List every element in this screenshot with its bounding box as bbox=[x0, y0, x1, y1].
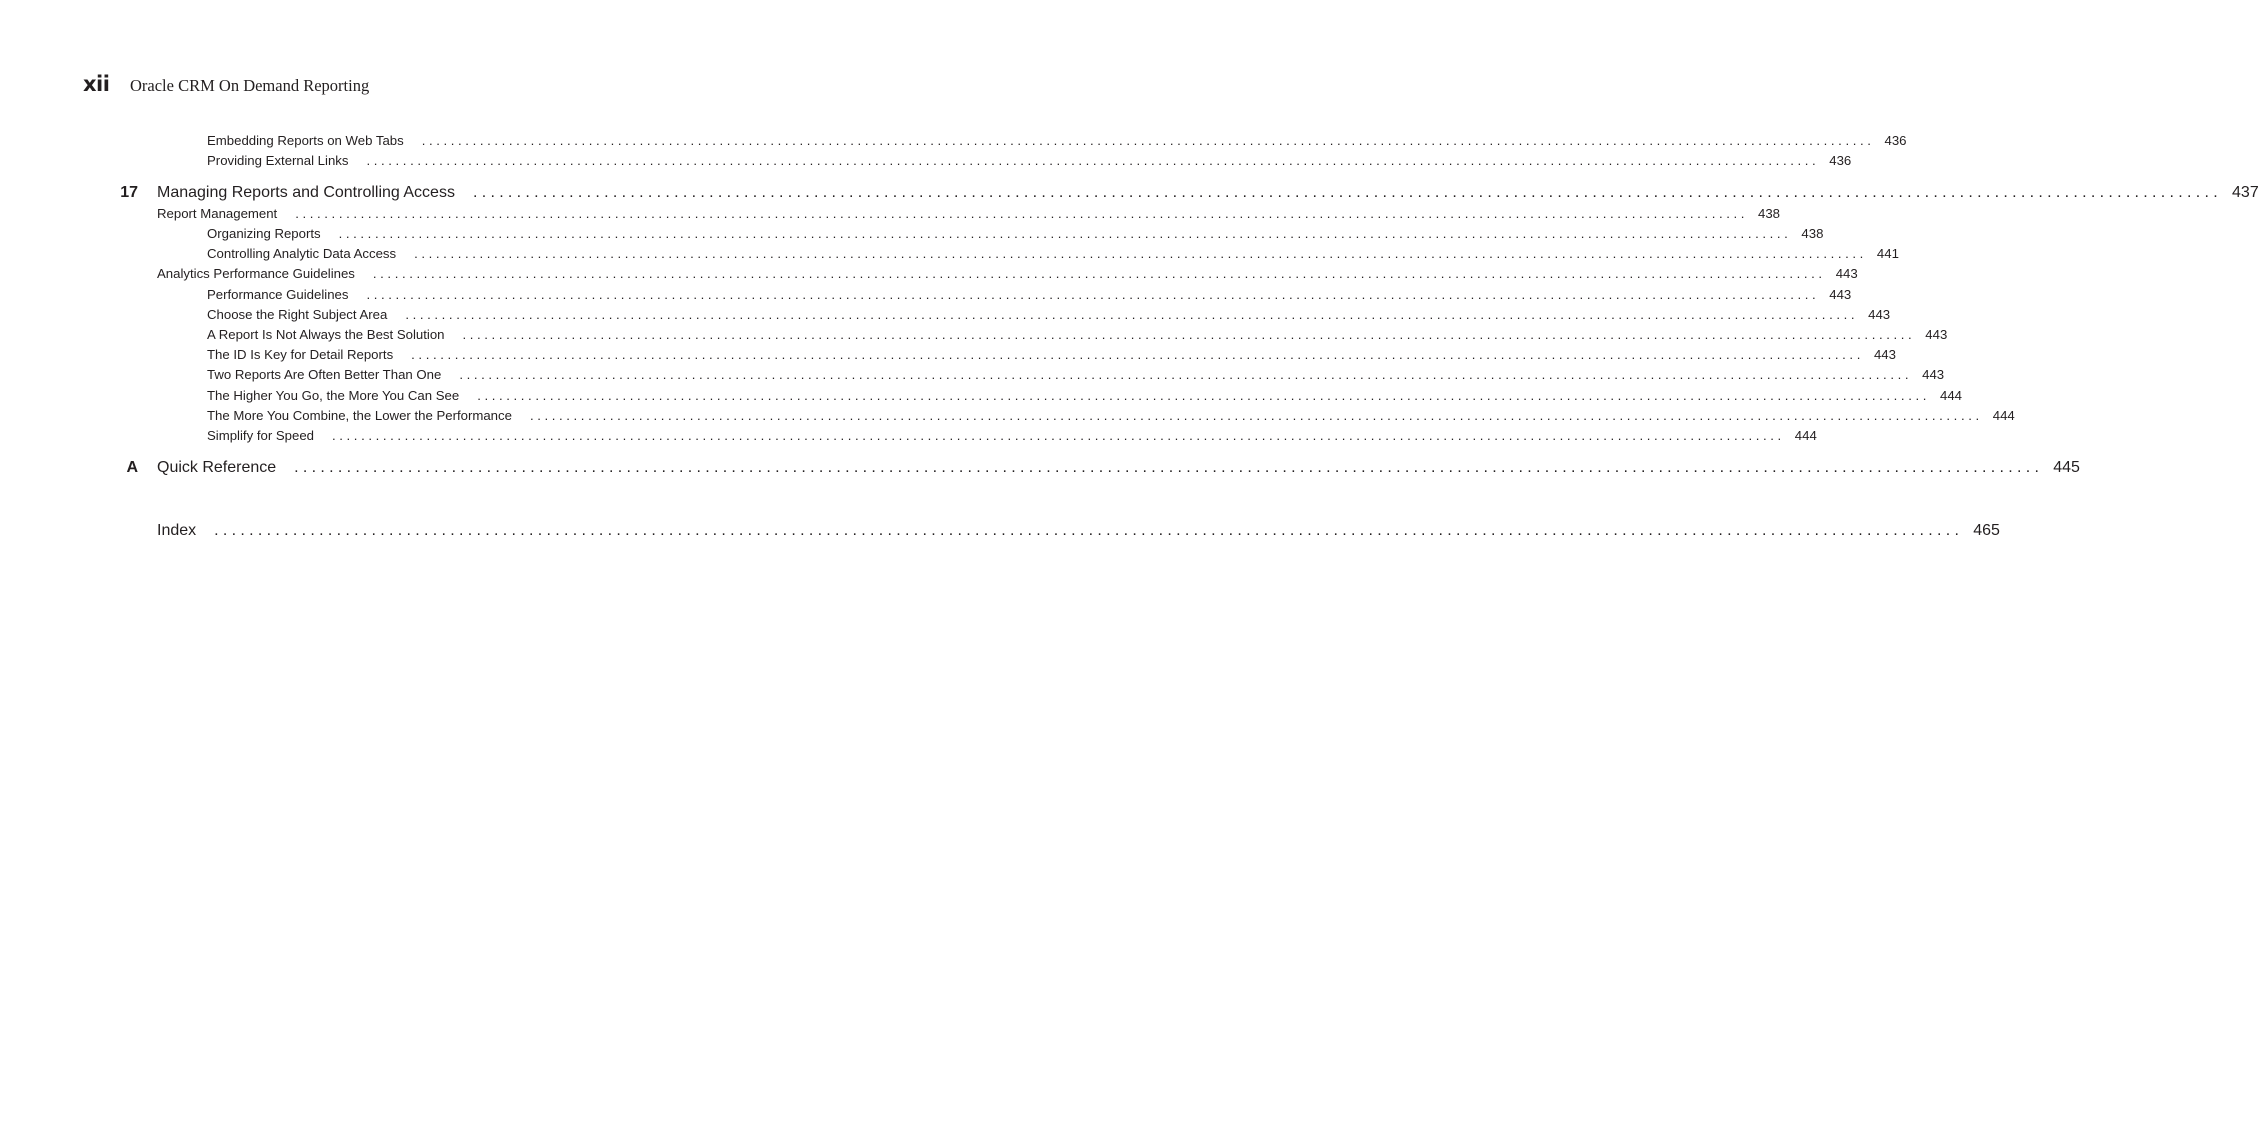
toc-entry bbox=[0, 347, 1896, 362]
toc-entry bbox=[0, 226, 1824, 241]
toc-entry-label: A Report Is Not Always the Best Solution bbox=[207, 327, 445, 342]
toc-heading-page: 443 bbox=[1835, 266, 1858, 281]
dot-leader: ........................................................................................................................................................................................................ bbox=[529, 408, 1983, 423]
toc-entry-page: 436 bbox=[1829, 153, 1852, 168]
dot-leader: ........................................................................................................................................................................................................ bbox=[411, 347, 1864, 362]
toc-heading bbox=[0, 206, 1781, 221]
toc-chapter-label: Managing Reports and Controlling Access bbox=[157, 184, 455, 201]
toc-entry-page: 444 bbox=[1939, 388, 1962, 403]
toc-entry-label: Simplify for Speed bbox=[207, 428, 315, 443]
toc-chapter-page: 445 bbox=[2053, 459, 2080, 476]
dot-leader: ........................................................................................................................................................................................................ bbox=[459, 367, 1913, 382]
chapter-number: 17 bbox=[120, 184, 138, 201]
book-title: Oracle CRM On Demand Reporting bbox=[130, 76, 370, 95]
toc-entry-label: Choose the Right Subject Area bbox=[207, 307, 388, 322]
toc-entry-label: Providing External Links bbox=[207, 153, 349, 168]
dot-leader: ........................................................................................................................................................................................................ bbox=[332, 428, 1785, 443]
toc-entry-label: Controlling Analytic Data Access bbox=[207, 246, 397, 261]
toc-entry bbox=[0, 153, 1852, 168]
toc-entry-page: 444 bbox=[1794, 428, 1817, 443]
dot-leader: ........................................................................................................................................................................................................ bbox=[366, 153, 1820, 168]
toc-entry-label: The Higher You Go, the More You Can See bbox=[207, 388, 460, 403]
dot-leader: ........................................................................................................................................................................................................ bbox=[405, 307, 1859, 322]
toc-entry-page: 444 bbox=[1992, 408, 2015, 423]
toc-heading-label: Analytics Performance Guidelines bbox=[157, 266, 355, 281]
toc-entry-label: Performance Guidelines bbox=[207, 287, 349, 302]
toc-chapter bbox=[0, 459, 2080, 477]
toc-chapter bbox=[0, 184, 2259, 202]
toc-entry-label: The More You Combine, the Lower the Performance bbox=[207, 408, 512, 423]
toc-chapter bbox=[0, 522, 2000, 540]
dot-leader: ........................................................................................................................................................................................................ bbox=[372, 266, 1826, 281]
toc-entry-page: 443 bbox=[1829, 287, 1852, 302]
toc-entry bbox=[0, 388, 1962, 403]
page-number: xii bbox=[83, 72, 110, 96]
toc-entry bbox=[0, 408, 2015, 423]
toc-entry-page: 436 bbox=[1884, 133, 1907, 148]
toc-entry-page: 438 bbox=[1801, 226, 1824, 241]
toc-entry-page: 443 bbox=[1873, 347, 1896, 362]
toc-heading-page: 438 bbox=[1758, 206, 1781, 221]
toc-entry-label: Two Reports Are Often Better Than One bbox=[207, 367, 442, 382]
toc-chapter-page: 465 bbox=[1973, 522, 2000, 539]
toc-entry-label: Embedding Reports on Web Tabs bbox=[207, 133, 404, 148]
toc-entry-page: 443 bbox=[1868, 307, 1891, 322]
toc-chapter-label: Quick Reference bbox=[157, 459, 277, 476]
toc-heading-label: Report Management bbox=[157, 206, 278, 221]
toc-entry bbox=[0, 327, 1948, 342]
dot-leader: ........................................................................................................................................................................................................ bbox=[421, 133, 1875, 148]
toc-chapter-label: Index bbox=[157, 522, 197, 539]
dot-leader: ........................................................................................................................................................................................................ bbox=[294, 459, 2044, 476]
dot-leader: ........................................................................................................................................................................................................ bbox=[462, 327, 1916, 342]
toc-entry-label: Organizing Reports bbox=[207, 226, 321, 241]
toc-heading bbox=[0, 266, 1858, 281]
toc-chapter-page: 437 bbox=[2232, 184, 2259, 201]
toc-entry bbox=[0, 307, 1891, 322]
toc-entry-page: 443 bbox=[1922, 367, 1945, 382]
dot-leader: ........................................................................................................................................................................................................ bbox=[366, 287, 1820, 302]
dot-leader: ........................................................................................................................................................................................................ bbox=[295, 206, 1749, 221]
toc-entry-label: The ID Is Key for Detail Reports bbox=[207, 347, 394, 362]
chapter-number: A bbox=[126, 459, 138, 476]
toc-entry bbox=[0, 367, 1945, 382]
toc-entry-page: 443 bbox=[1925, 327, 1948, 342]
toc-entry-page: 441 bbox=[1876, 246, 1899, 261]
dot-leader: ........................................................................................................................................................................................................ bbox=[338, 226, 1792, 241]
toc-entry bbox=[0, 287, 1852, 302]
dot-leader: ........................................................................................................................................................................................................ bbox=[472, 184, 2223, 201]
dot-leader: ........................................................................................................................................................................................................ bbox=[214, 522, 1964, 539]
toc-entry bbox=[0, 428, 1817, 443]
toc-entry bbox=[0, 133, 1907, 148]
toc-entry bbox=[0, 246, 1899, 261]
dot-leader: ........................................................................................................................................................................................................ bbox=[414, 246, 1867, 261]
dot-leader: ........................................................................................................................................................................................................ bbox=[477, 388, 1930, 403]
